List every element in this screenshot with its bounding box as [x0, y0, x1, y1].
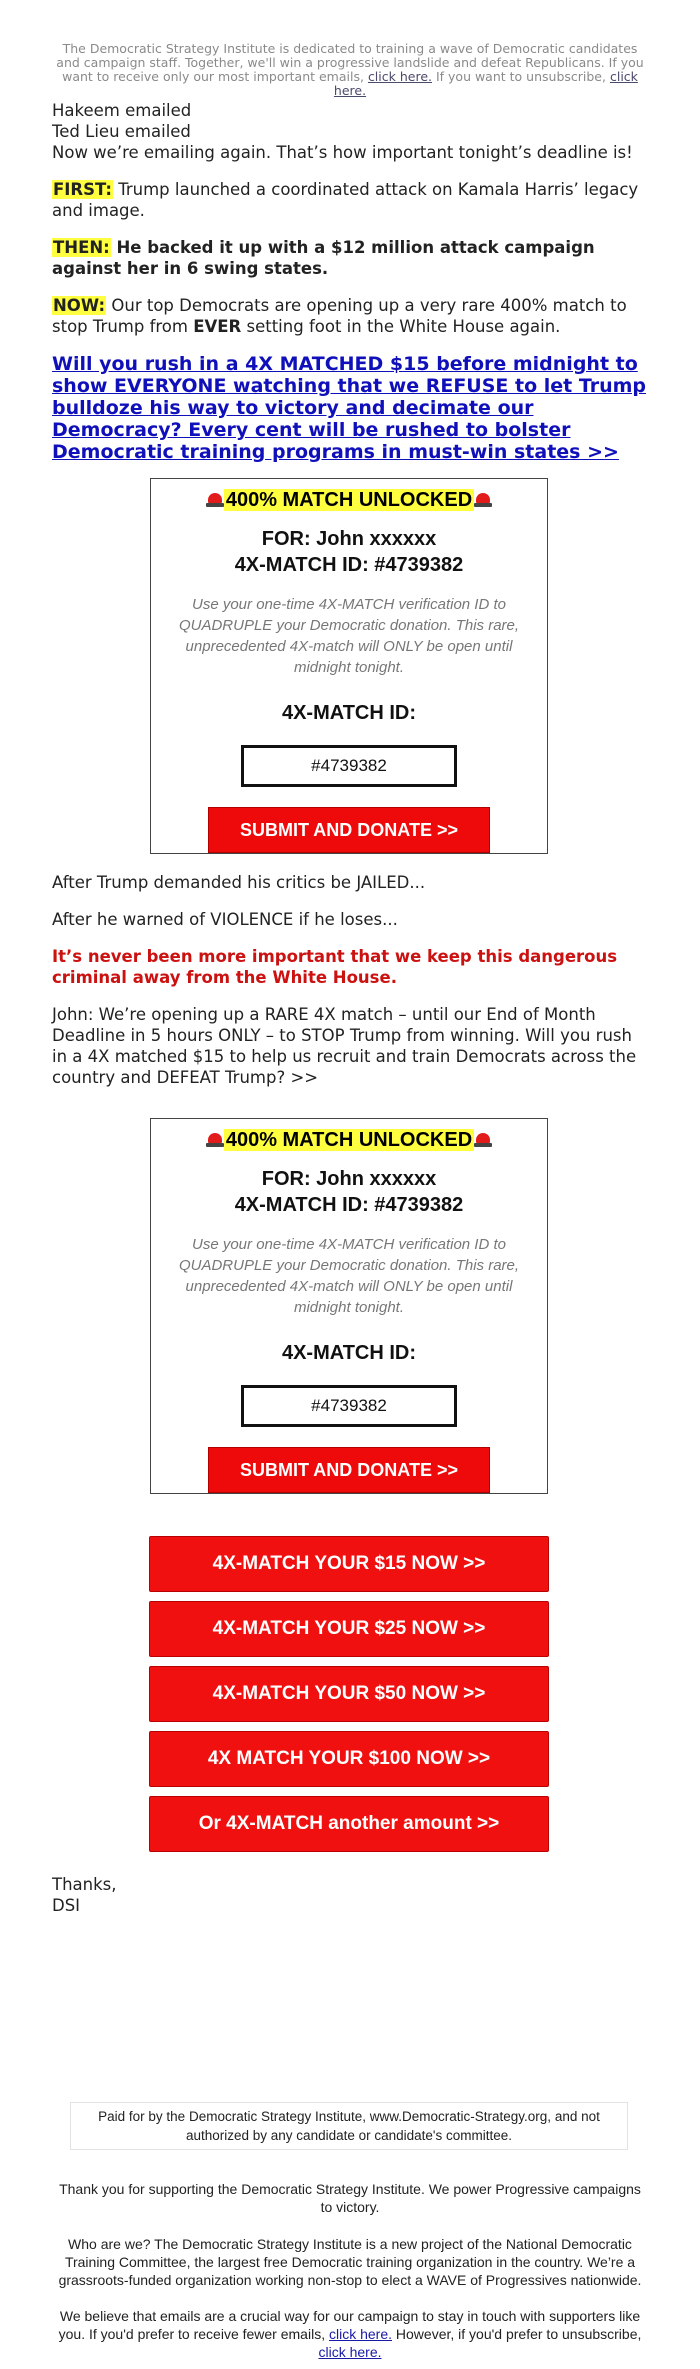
donate-other-button[interactable]: Or 4X-MATCH another amount >> [149, 1796, 549, 1852]
footer-emails-text-a: We believe that emails are a crucial way for our campaign to stay in touch with supporters like you. If you'd prefer to receive fewer emails, [58, 2308, 641, 2342]
match-headline [151, 1129, 547, 1152]
siren-icon [206, 493, 224, 507]
match-id-field[interactable]: #4739382 [241, 1385, 457, 1427]
submit-donate-button[interactable]: SUBMIT AND DONATE >> [208, 807, 490, 853]
match-note: Use your one-time 4X-MATCH verification ID to QUADRUPLE your Democratic donation. This rare, unprecedented 4X-match will ONLY be open until midnight tonight. [178, 596, 520, 676]
violence-line: After he warned of VIOLENCE if he loses... [52, 910, 398, 929]
jailed-line: After Trump demanded his critics be JAILED... [52, 873, 426, 892]
signoff [52, 1874, 652, 1916]
match-headline [151, 489, 547, 512]
signoff-thanks: Thanks, [52, 1875, 117, 1894]
donate-cta-link[interactable]: Will you rush in a 4X MATCHED $15 before midnight to show EVERYONE watching that we REFUSE to let Trump bulldoze his way to victory and decimate our Democracy? Every cent will be rushed to bolster Democratic training programs in must-win states >> [52, 353, 647, 463]
now-text-a: Our top Democrats are opening up a very rare 400% match to stop Trump from [52, 296, 627, 336]
id-line: 4X-MATCH ID: #4739382 [234, 1194, 464, 1216]
signoff-name: DSI [52, 1896, 81, 1915]
unsubscribe-link[interactable]: click here. [333, 69, 638, 98]
email-body-middle [52, 872, 652, 1104]
id-line: 4X-MATCH ID: #4739382 [234, 554, 464, 576]
paid-for-disclaimer: Paid for by the Democratic Strategy Institute, www.Democratic-Strategy.org, and not authorized by any candidate or candidate's committee. [70, 2102, 628, 2150]
footer-who: Who are we? The Democratic Strategy Institute is a new project of the National Democratic Training Committee, the largest free Democratic training organization in the country. We’re a grassroots-funded organization working non-stop to elect a WAVE of Progressives nationwide. [58, 2236, 642, 2288]
submit-donate-button[interactable]: SUBMIT AND DONATE >> [208, 1447, 490, 1493]
footer-thank-you: Thank you for supporting the Democratic Strategy Institute. We power Progressive campaigns to victory. [59, 2181, 641, 2215]
first-paragraph [52, 179, 652, 221]
preheader-text: The Democratic Strategy Institute is dedicated to training a wave of Democratic candidates and campaign staff. Together, we'll win a progressive landslide and defeat Republicans. If you want to receive only our most important emails, [56, 41, 644, 84]
donate-50-button[interactable]: 4X-MATCH YOUR $50 NOW >> [149, 1666, 549, 1722]
preheader-mid: If you want to unsubscribe, [431, 69, 606, 84]
now-text-bold: EVER [193, 317, 242, 336]
first-label: FIRST: [53, 180, 112, 199]
for-line: FOR: John xxxxxx [261, 1168, 437, 1190]
match-note: Use your one-time 4X-MATCH verification ID to QUADRUPLE your Democratic donation. This rare, unprecedented 4X-match will ONLY be open until midnight tonight. [178, 1236, 520, 1316]
now-paragraph [52, 295, 652, 337]
fewer-emails-link[interactable]: click here. [328, 2326, 393, 2342]
donate-25-button[interactable]: 4X-MATCH YOUR $25 NOW >> [149, 1601, 549, 1657]
match-recipient [151, 526, 547, 578]
intro-line-1: Hakeem emailed [52, 101, 192, 120]
match-headline-text: 400% MATCH UNLOCKED [225, 489, 473, 511]
then-paragraph [52, 237, 652, 279]
match-id-field[interactable]: #4739382 [241, 745, 457, 787]
donate-100-button[interactable]: 4X MATCH YOUR $100 NOW >> [149, 1731, 549, 1787]
siren-icon [474, 493, 492, 507]
match-recipient [151, 1166, 547, 1218]
then-label: THEN: [53, 238, 110, 257]
preferences-link[interactable]: click here. [367, 69, 432, 84]
now-text-b: setting foot in the White House again. [241, 317, 561, 336]
for-line: FOR: John xxxxxx [261, 528, 437, 550]
email-body [52, 100, 652, 463]
match-card [150, 478, 548, 854]
now-label: NOW: [53, 296, 106, 315]
intro-line-3: Now we’re emailing again. That’s how important tonight’s deadline is! [52, 143, 633, 162]
john-paragraph: John: We’re opening up a RARE 4X match – until our End of Month Deadline in 5 hours ONLY – to STOP Trump from winning. Will you rush in a 4X matched $15 to help us recruit and train Democrats across the country and DEFEAT Trump? >> [52, 1005, 637, 1087]
match-headline-text: 400% MATCH UNLOCKED [225, 1129, 473, 1151]
match-id-label: 4X-MATCH ID: [281, 702, 417, 724]
first-text: Trump launched a coordinated attack on Kamala Harris’ legacy and image. [52, 180, 639, 220]
siren-icon [206, 1133, 224, 1147]
donate-15-button[interactable]: 4X-MATCH YOUR $15 NOW >> [149, 1536, 549, 1592]
footer-unsubscribe-link[interactable]: click here. [318, 2344, 382, 2360]
match-id-label: 4X-MATCH ID: [281, 1342, 417, 1364]
siren-icon [474, 1133, 492, 1147]
intro-line-2: Ted Lieu emailed [52, 122, 191, 141]
intro [52, 100, 652, 163]
match-card [150, 1118, 548, 1494]
footer-emails-text-b: However, if you'd prefer to unsubscribe, [392, 2326, 642, 2342]
preheader [50, 42, 650, 98]
then-text: He backed it up with a $12 million attack campaign against her in 6 swing states. [52, 238, 595, 278]
footer-emails [55, 2307, 645, 2361]
urgent-line: It’s never been more important that we keep this dangerous criminal away from the White House. [52, 947, 618, 987]
